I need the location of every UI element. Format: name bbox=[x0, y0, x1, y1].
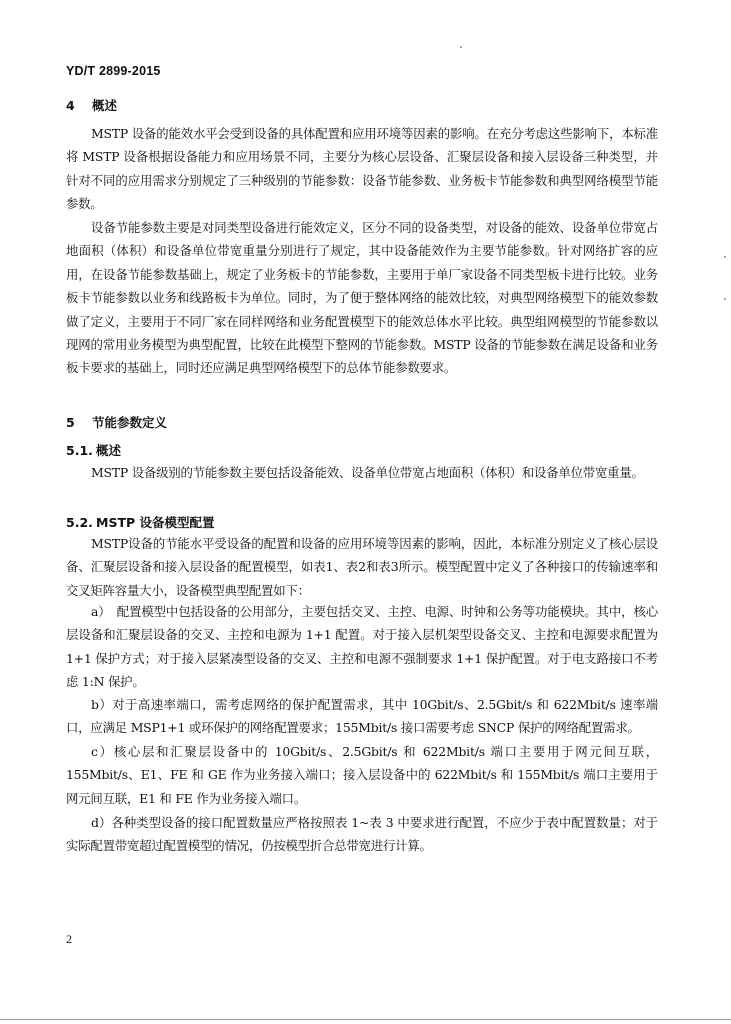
standard-number: YD/T 2899-2015 bbox=[66, 64, 161, 78]
list-item-c: c）核心层和汇聚层设备中的 10Gbit/s、2.5Gbit/s 和 622Mbit/s 端口主要用于网元间互联，155Mbit/s、E1、FE 和 GE 作为业务接入端口；接入层设备中的 622Mbit/s 和 155Mbit/s 端口主要用于网元间互联，E1 和 FE 作为业务接入端口。 bbox=[66, 744, 658, 806]
section-number: 5 bbox=[66, 415, 75, 430]
section-title: 节能参数定义 bbox=[92, 415, 168, 430]
section-number: 5.2. bbox=[66, 515, 93, 530]
scan-edge-line bbox=[0, 1019, 731, 1020]
scan-speck bbox=[724, 256, 726, 258]
list-item-d: d）各种类型设备的接口配置数量应严格按照表 1~表 3 中要求进行配置，不应少于表中配置数量；对于实际配置带宽超过配置模型的情况，仍按模型折合总带宽进行计算。 bbox=[66, 815, 658, 854]
section-5-1-paragraph: MSTP 设备级别的节能参数主要包括设备能效、设备单位带宽占地面积（体积）和设备单位带宽重量。 bbox=[91, 465, 644, 480]
section-4-paragraph-1: MSTP 设备的能效水平会受到设备的具体配置和应用环境等因素的影响。在充分考虑这些影响下，本标准将 MSTP 设备根据设备能力和应用场景不同，主要分为核心层设备、汇聚层设备和接入层设备三种类型，并针对不同的应用需求分别规定了三种级别的节能参数：设备节能参数、业务板卡节能参数和典型网络模型节能参数。 bbox=[66, 126, 658, 212]
section-5-2-heading bbox=[66, 513, 214, 531]
page-number: 2 bbox=[66, 932, 72, 946]
list-item-a: a） 配置模型中包括设备的公用部分，主要包括交叉、主控、电源、时钟和公务等功能模块。其中，核心层设备和汇聚层设备的交叉、主控和电源为 1+1 配置。对于接入层机架型设备交叉、主控和电源要求配置为 1+1 保护方式；对于接入层紧凑型设备的交叉、主控和电源不强制要求 1+1 保护配置。对于电支路接口不考虑 1:N 保护。 bbox=[66, 604, 658, 690]
scan-speck bbox=[724, 298, 726, 300]
section-title: 概述 bbox=[96, 443, 122, 458]
section-title: MSTP 设备模型配置 bbox=[96, 515, 215, 530]
scan-speck bbox=[460, 46, 462, 48]
section-5-heading bbox=[66, 413, 167, 431]
section-5-2-paragraph: MSTP设备的节能水平受设备的配置和设备的应用环境等因素的影响，因此，本标准分别定义了核心层设备、汇聚层设备和接入层设备的配置模型，如表1、表2和表3所示。模型配置中定义了各种接口的传输速率和交叉矩阵容量大小，设备模型典型配置如下： bbox=[66, 536, 658, 598]
section-number: 5.1. bbox=[66, 443, 93, 458]
section-title: 概述 bbox=[92, 98, 118, 113]
section-4-paragraph-2: 设备节能参数主要是对同类型设备进行能效定义，区分不同的设备类型，对设备的能效、设备单位带宽占地面积（体积）和设备单位带宽重量分别进行了规定，其中设备能效作为主要节能参数。针对网络扩容的应用，在设备节能参数基础上，规定了业务板卡的节能参数，主要用于单厂家设备不同类型板卡进行比较。业务板卡节能参数以业务和线路板卡为单位。同时，为了便于整体网络的能效比较，对典型网络模型下的能效参数做了定义，主要用于不同厂家在同样网络和业务配置模型下的能效总体水平比较。典型组网模型的节能参数以现网的常用业务模型为典型配置，比较在此模型下整网的节能参数。MSTP 设备的节能参数在满足设备和业务板卡要求的基础上，同时还应满足典型网络模型下的总体节能参数要求。 bbox=[66, 220, 658, 376]
list-item-b: b）对于高速率端口，需考虑网络的保护配置需求，其中 10Gbit/s、2.5Gbit/s 和 622Mbit/s 速率端口，应满足 MSP1+1 或环保护的网络配置要求；155Mbit/s 接口需要考虑 SNCP 保护的网络配置需求。 bbox=[66, 697, 658, 736]
section-4-heading bbox=[66, 96, 117, 114]
section-number: 4 bbox=[66, 98, 75, 113]
section-5-1-heading bbox=[66, 441, 121, 459]
